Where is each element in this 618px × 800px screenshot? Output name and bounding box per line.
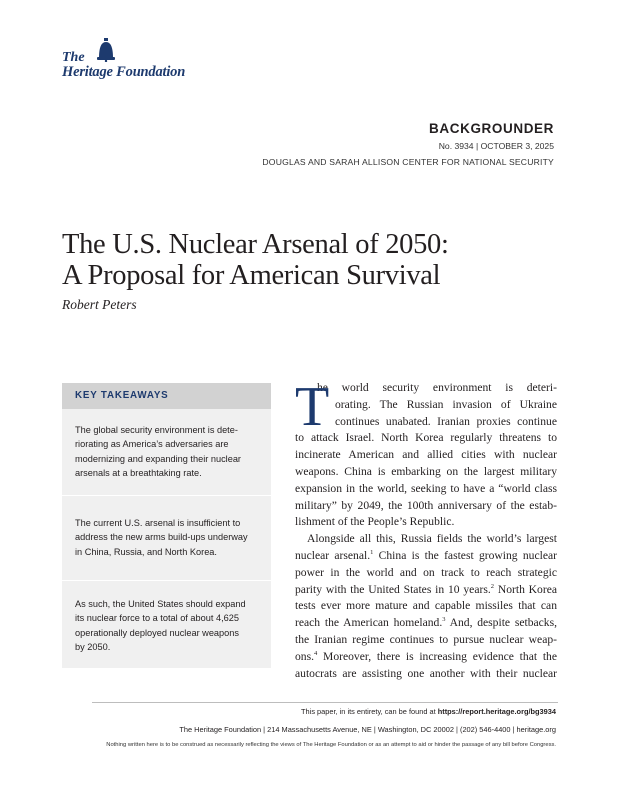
body-line: continues unabated. Iranian proxies continue — [335, 414, 557, 428]
body-line: to attack Israel. North Korea regularly threatens to — [295, 431, 557, 445]
key-takeaways-box — [62, 383, 271, 668]
logo-name: Heritage Foundation — [62, 64, 186, 80]
key-takeaways-heading: KEY TAKEAWAYS — [62, 383, 271, 409]
body-line: he world security environment is deteri- — [317, 381, 557, 394]
center-name: DOUGLAS AND SARAH ALLISON CENTER FOR NATIONAL SECURITY — [262, 157, 554, 167]
page-title — [62, 229, 562, 291]
body-line: military” by 2049, the 100th anniversary of the estab- — [295, 498, 557, 512]
body-line: Alongside all this, Russia fields the world’s largest — [307, 532, 557, 546]
takeaway-divider — [62, 580, 271, 581]
body-line: expansion in the world, seeking to have a “world class — [295, 481, 557, 495]
footer-disclaimer: Nothing written here is to be construed as necessarily reflecting the views of The Heritage Foundation or as an attempt to aid or hinder the passage of any bill before Congress. — [106, 742, 556, 748]
body-line: the Iranian regime continues to pursue nuclear weap- — [295, 632, 557, 646]
body-line: orating. The Russian invasion of Ukraine — [335, 397, 557, 411]
body-line: nuclear arsenal.$^1$ China is the fastest growing nuclear — [295, 548, 557, 562]
takeaway-item: As such, the United States should expand its nuclear force to a total of about 4,625 operationally deployed nuclear weapons by 2050. — [75, 599, 246, 653]
footer-availability: This paper, in its entirety, can be found at https://report.heritage.org/bg3934 — [301, 707, 556, 716]
report-number-date: No. 3934 | OCTOBER 3, 2025 — [438, 141, 554, 151]
body-text — [295, 376, 558, 682]
takeaway-item: The current U.S. arsenal is insufficient to address the new arms build-ups underway in China, Russia, and North Korea. — [75, 518, 248, 557]
footnote-ref[interactable]: 4 — [314, 649, 318, 657]
takeaway-item: The global security environment is dete- riorating as America’s adversaries are modernizing and expanding their nuclear arsenals at a breathtaking rate. — [75, 425, 241, 479]
body-line: lishment of the People’s Republic. — [295, 515, 455, 529]
footnote-ref[interactable]: 1 — [370, 549, 374, 557]
takeaway-divider — [62, 495, 271, 496]
report-url-link[interactable]: https://report.heritage.org/bg3934 — [437, 707, 556, 716]
author-name: Robert Peters — [62, 297, 137, 312]
body-line: reach the American homeland.$^3$ And, despite setbacks, — [295, 616, 558, 630]
footnote-ref[interactable]: 3 — [442, 616, 446, 624]
body-line: ons.$^4$ Moreover, there is increasing evidence that the — [295, 649, 557, 663]
liberty-bell-icon — [94, 38, 118, 62]
series-label: BACKGROUNDER — [429, 121, 554, 136]
heritage-logo — [62, 38, 222, 86]
body-line: power in the world and on track to reach strategic — [295, 565, 557, 579]
body-line: parity with the United States in 10 years.$^2$ North Korea — [295, 582, 558, 596]
body-line: incinerate American and allied cities with nuclear — [295, 448, 557, 462]
body-line: weapons. China is embarking on the largest military — [295, 464, 557, 478]
logo-the: The — [62, 50, 85, 65]
title-line-1: The U.S. Nuclear Arsenal of 2050: — [62, 229, 449, 260]
footer-address: The Heritage Foundation | 214 Massachusetts Avenue, NE | Washington, DC 20002 | (202) 546-4400 | heritage.org — [179, 725, 556, 734]
body-line: autocrats are assisting one another with their nuclear — [295, 666, 557, 680]
body-line: tests ever more mature and capable missiles that can — [295, 599, 557, 613]
footer-divider — [92, 702, 558, 703]
footnote-ref[interactable]: 2 — [490, 582, 494, 590]
drop-cap: T — [295, 376, 330, 438]
title-line-2: A Proposal for American Survival — [62, 260, 441, 291]
